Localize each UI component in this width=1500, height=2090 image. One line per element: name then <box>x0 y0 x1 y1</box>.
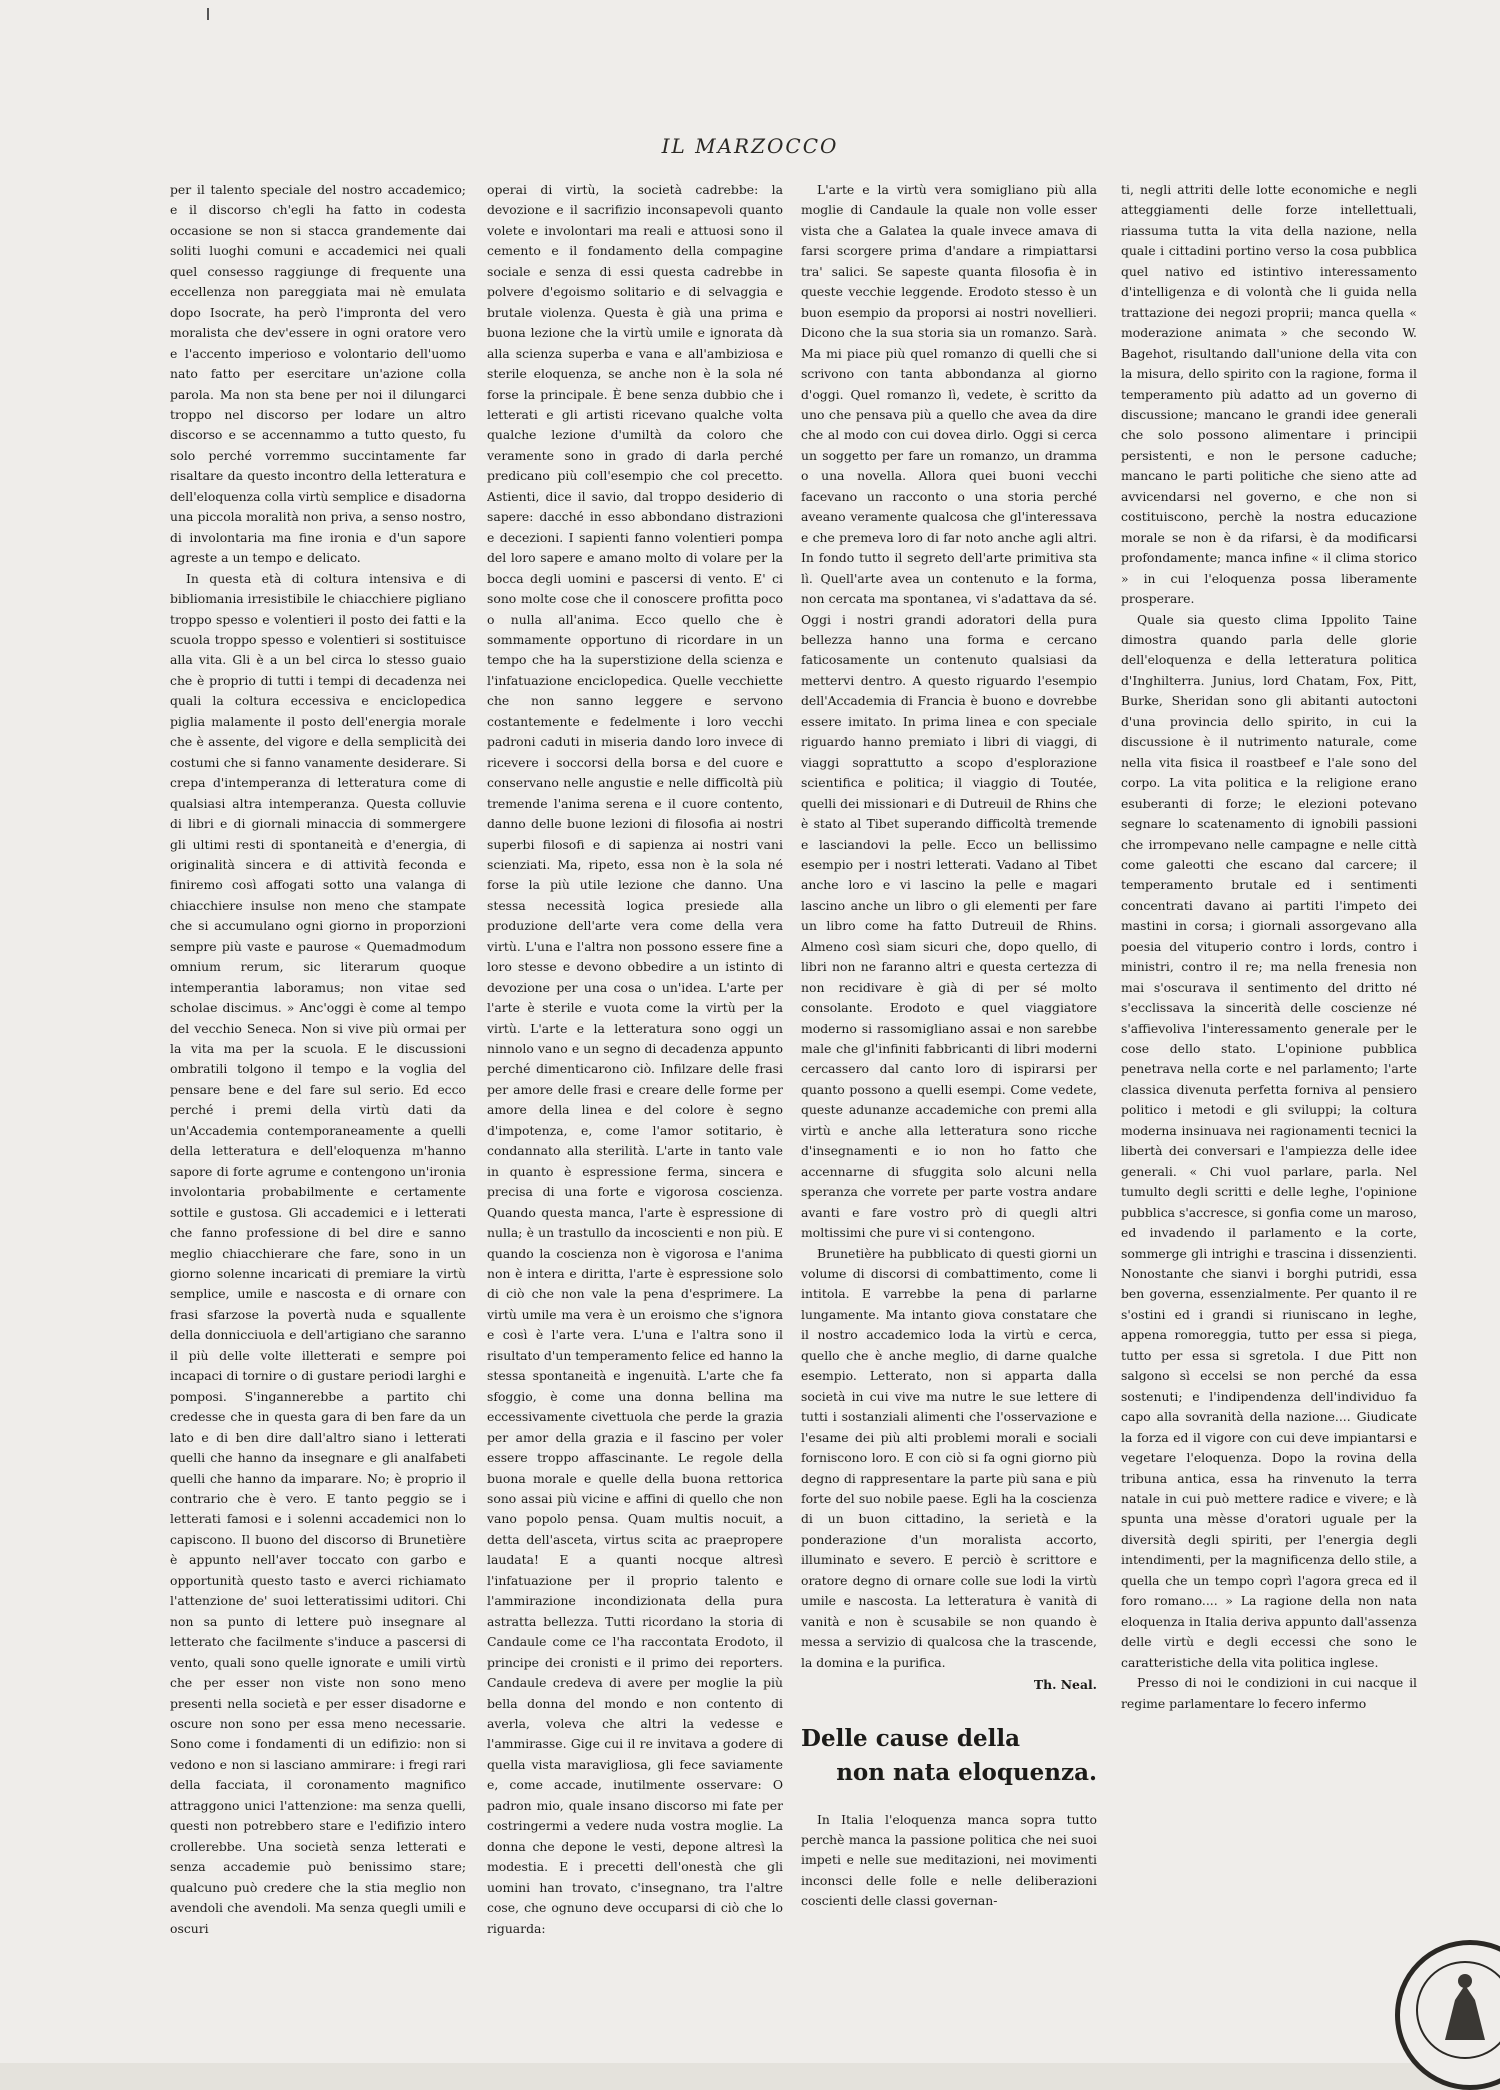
page-mark <box>207 8 209 20</box>
section-title-line-2: non nata eloquenza. <box>836 1758 1097 1786</box>
paragraph: L'arte e la virtù vera somigliano più alla moglie di Candaule la quale non volle esser vista che a Galatea la quale invece amava di farsi scorgere prima d'andare a rimpiattarsi tra' salici. Se sapeste quanta filosofia è in queste vecchie leggende. Erodoto stesso è un buon esempio da proporsi ai nostri novellieri. Dicono che la sua storia sia un romanzo. Sarà. Ma mi piace più quel romanzo di quelli che si scrivono con tanta abbondanza al giorno d'oggi. Quel romanzo lì, vedete, è scritto da uno che pensava più a quello che avea da dire che al modo con cui dovea dirlo. Oggi si cerca un soggetto per fare un romanzo, un dramma o una novella. Allora quei buoni vecchi facevano un racconto o una storia perché aveano veramente qualcosa che gl'interessava e che premeva loro di far noto anche agli altri. In fondo tutto il segreto dell'arte primitiva sta lì. Quell'arte avea un contenuto e la forma, non cercata ma spontanea, vi s'adattava da sé. Oggi i nostri grandi adoratori della pura bellezza hanno una forma e cercano faticosamente un contenuto qualsiasi da mettervi dentro. A questo riguardo l'esempio dell'Accademia di Francia è buono e dovrebbe essere imitato. In prima linea e con speciale riguardo hanno premiato i libri di viaggi, di viaggi soprattutto a scopo d'esplorazione scientifica e politica; il viaggio di Toutée, quelli dei missionari e di Dutreuil de Rhins che è stato al Tibet superando difficoltà tremende e lasciandovi la pelle. Ecco un bellissimo esempio per i nostri letterati. Vadano al Tibet anche loro e vi lascino la pelle e magari lascino anche un libro o gli elementi per fare un libro come ha fatto Dutreuil de Rhins. Almeno così siam sicuri che, dopo quello, di libri non ne faranno altri e questa certezza di non recidivare è già di per sé molto consolante. Erodoto e quel viaggiatore moderno si rassomigliano assai e non sarebbe male che gl'infiniti fabbricanti di libri moderni cercassero dal canto loro di ispirarsi per quanto possono a quelli esempi. Come vedete, queste adunanze accademiche con premi alla virtù e anche alla letteratura sono ricche d'insegnamenti e io non ho fatto che accennarne di sfuggita solo alcuni nella speranza che vorrete per parte vostra andare avanti e fare vostro prò di quegli altri moltissimi che pure vi si contengono. <box>801 182 1097 1241</box>
paragraph: In questa età di coltura intensiva e di bibliomania irresistibile le chiacchiere pigliano troppo spesso e volentieri il posto dei fatti e la scuola troppo spesso e volentieri si sostituisce alla vita. Gli è a un bel circa lo stesso guaio che è proprio di tutti i tempi di decadenza nei quali la coltura eccessiva e enciclopedica piglia malamente il posto dell'energia morale che è assente, del vigore e della semplicità dei costumi che si fanno vanamente desiderare. Si crepa d'intemperanza di letteratura come di qualsiasi altra intemperanza. Questa colluvie di libri e di giornali minaccia di sommergere gli ultimi resti di spontaneità e d'energia, di originalità sincera e di attività feconda e finiremo così affogati sotto una valanga di chiacchiere insulse non meno che stampate che si accumulano ogni giorno in proporzioni sempre più vaste e paurose « Quemadmodum omnium rerum, sic literarum quoque intemperantia laboramus; non vitae sed scholae discimus. » Anc'oggi è come al tempo del vecchio Seneca. Non si vive più ormai per la vita ma per la scuola. E le discussioni ombratili tolgono il tempo e la voglia del pensare bene e del fare sul serio. Ed ecco perché i premi della virtù dati da un'Accademia contemporaneamente a quelli della letteratura e dell'eloquenza m'hanno sapore di forte agrume e contengono un'ironia involontaria probabilmente e certamente sottile e gustosa. Gli accademici e i letterati che fanno professione di bel dire e sanno meglio chiacchierare che fare, sono in un giorno solenne incaricati di premiare la virtù semplice, umile e nascosta e di ornare con frasi sfarzose la povertà nuda e squallente della donnicciuola e dell'artigiano che saranno il più delle volte illetterati e sempre poi incapaci di tornire o di gustare periodi larghi e pomposi. S'ingannerebbe a partito chi credesse che in questa gara di ben fare da un lato e di ben dire dall'altro siano i letterati quelli che hanno da insegnare e gli analfabeti quelli che hanno da imparare. No; è proprio il contrario che è vero. E tanto peggio se i letterati famosi e i solenni accademici non lo capiscono. Il buono del discorso di Brunetière è appunto nell'aver toccato con garbo e opportunità questo tasto e averci richiamato l'attenzione de' suoi letteratissimi uditori. Chi non sa punto di lettere può insegnare al letterato che facilmente s'induce a pascersi di vento, quali sono quelle ignorate e umili virtù che per esser non viste non sono meno presenti nella società e per esser disadorne e oscure non sono per essa meno necessarie. Sono come i fondamenti di un edifizio: non si vedono e non si lasciano ammirare: i fregi rari della facciata, il coronamento magnifico attraggono unici l'attenzione: ma senza quelli, questi non potrebbero stare e l'edifizio intero crollerebbe. Una società senza letterati e senza accademie può benissimo stare; qualcuno può credere che la stia meglio non avendoli che avendoli. Ma senza quegli umili e oscuri <box>170 570 466 1936</box>
paragraph: operai di virtù, la società cadrebbe: la devozione e il sacrifizio inconsapevoli quanto volete e involontari ma reali e attuosi sono il cemento e il fondamento della compagine sociale e senza di essi questa cadrebbe in polvere d'egoismo solitario e di selvaggia e brutale violenza. Questa è già una prima e buona lezione che la virtù umile e ignorata dà alla scienza superba e vana e all'ambiziosa e sterile eloquenza, se anche non è la sola né forse la principale. È bene senza dubbio che i letterati e gli artisti ricevano qualche volta qualche lezione d'umiltà da coloro che veramente sono in grado di darla perché predicano più coll'esempio che col precetto. Astienti, dice il savio, dal troppo desiderio di sapere: dacché in esso abbondano distrazioni e decezioni. I sapienti fanno volentieri pompa del loro sapere e amano molto di volare per la bocca degli uomini e pascersi di vento. E' ci sono molte cose che il conoscere profitta poco o nulla all'anima. Ecco quello che è sommamente opportuno di ricordare in un tempo che ha la superstizione della scienza e l'infatuazione enciclopedica. Quelle vecchiette che non sanno leggere e servono costantemente e fedelmente i loro vecchi padroni caduti in miseria dando loro invece di ricevere i soccorsi della borsa e del cuore e conservano nelle angustie e nelle difficoltà più tremende l'anima serena e il cuore contento, danno delle buone lezioni di filosofia ai nostri superbi filosofi e di sapienza ai nostri vani scienziati. Ma, ripeto, essa non è la sola né forse la più utile lezione che danno. Una stessa necessità logica presiede alla produzione dell'arte vera come della vera virtù. L'una e l'altra non possono essere fine a loro stesse e devono obbedire a un istinto di devozione per una cosa o un'idea. L'arte per l'arte è sterile e vuota come la virtù per la virtù. L'arte e la letteratura sono oggi un ninnolo vano e un segno di decadenza appunto perché dimenticarono ciò. Infilzare delle frasi per amore delle frasi e creare delle forme per amore della linea e del colore è segno d'impotenza, e, come l'amor sotitario, è condannato alla sterilità. L'arte in tanto vale in quanto è espressione ferma, sincera e precisa di una forte e vigorosa coscienza. Quando questa manca, l'arte è espressione di nulla; è un trastullo da incoscienti e non più. E quando la coscienza non è vigorosa e l'anima non è intera e diritta, l'arte è espressione solo di ciò che non vale la pena d'esprimere. La virtù umile ma vera è un eroismo che s'ignora e così è l'arte vera. L'una e l'altra sono il risultato d'un temperamento felice ed hanno la stessa spontaneità e ingenuità. L'arte che fa sfoggio, è come una donna bellina ma eccessivamente civettuola che perde la grazia per amor della grazia e il fascino per voler essere troppo affascinante. Le regole della buona morale e quelle della buona rettorica sono assai più vicine e affini di quello che non vano popolo pensa. Quam multis nocuit, a detta dell'asceta, virtus scita ac praepropere laudata! E a quanti nocque altresì l'infatuazione per il proprio talento e l'ammirazione incondizionata della pura astratta bellezza. Tutti ricordano la storia di Candaule come ce l'ha raccontata Erodoto, il principe dei cronisti e il primo dei reporters. Candaule credeva di avere per moglie la più bella donna del mondo e non contento di averla, voleva che altri la vedesse e l'ammirasse. Gige cui il re invitava a godere di quella vista maravigliosa, gli fece saviamente e, come accade, inutilmente osservare: O padron mio, quale insano discorso mi fate per costringermi a vedere nuda vostra moglie. La donna che depone le vesti, depone altresì la modestia. E i precetti dell'onestà che gli uomini han trovato, c'insegnano, tra l'altre cose, che ognuno deve occuparsi di ciò che lo riguarda: <box>487 182 783 1936</box>
paragraph: per il talento speciale del nostro accademico; e il discorso ch'egli ha fatto in codesta occasione se non si stacca grandemente dai soliti luoghi comuni e accademici nei quali quel consesso raggiunge di frequente una eccellenza non pareggiata mai nè emulata dopo Isocrate, ha però l'impronta del vero moralista che dev'essere in ogni oratore vero e l'accento imperioso e volontario dell'uomo nato fatto per esercitare un'azione colla parola. Ma non sta bene per noi il dilungarci troppo nel discorso per lodare un altro discorso e se accennammo a tutto questo, fu solo perché vorremmo succintamente far risaltare da questo incontro della letteratura e dell'eloquenza colla virtù semplice e disadorna una piccola moralità non priva, a senso nostro, di involontaria ma fine ironia e d'un sapore agreste a un tempo e delicato. <box>170 182 466 566</box>
column-3 <box>801 180 1097 1960</box>
column-4 <box>1121 180 1417 1960</box>
column-2 <box>487 180 783 1960</box>
paragraph: Brunetière ha pubblicato di questi giorni un volume di discorsi di combattimento, come li intitola. E varrebbe la pena di parlarne lungamente. Ma intanto giova constatare che il nostro accademico loda la virtù e cerca, quello che è anche meglio, di darne qualche esempio. Letterato, non si apparta dalla società in cui vive ma nutre le sue lettere di tutti i sostanziali alimenti che l'osservazione e l'esame dei più alti problemi morali e sociali forniscono loro. E con ciò si fa ogni giorno più degno di rappresentare la parte più sana e più forte del suo nobile paese. Egli ha la coscienza di un buon cittadino, la serietà e la ponderazione d'un moralista accorto, illuminato e severo. E perciò è scrittore e oratore degno di ornare colle sue lodi la virtù umile e nascosta. La letteratura è vanità di vanità e non è scusabile se non quando è messa a servizio di qualcosa che la trascende, la domina e la purifica. <box>801 1245 1097 1670</box>
paragraph: ti, negli attriti delle lotte economiche e negli atteggiamenti delle forze intellettuali, riassuma tutta la vita della nazione, nella quale i cittadini portino verso la cosa pubblica quel nativo ed istintivo interessamento d'intelligenza e di volontà che li guida nella trattazione dei negozi proprii; manca quella « moderazione animata » che secondo W. Bagehot, risultando dall'unione della vita con la misura, dello spirito con la ragione, forma il temperamento più adatto ad un governo di discussione; mancano le grandi idee generali che solo possono alimentare i principii persistenti, e non le persone caduche; mancano le parti politiche che sieno atte ad avvicendarsi nel governo, e che non si costituiscono, perchè la nostra educazione morale se non è da rifarsi, è da modificarsi profondamente; manca infine « il clima storico » in cui l'eloquenza possa liberamente prosperare. <box>1121 182 1417 607</box>
library-stamp-icon <box>1395 1940 1500 2090</box>
section-intro: In Italia l'eloquenza manca sopra tutto perchè manca la passione politica che nei suoi impeti e nelle sue meditazioni, nei movimenti inconsci delle folle e nelle deliberazioni coscienti delle classi governan- <box>801 1811 1097 1909</box>
column-1 <box>170 180 466 1960</box>
paragraph: Presso di noi le condizioni in cui nacque il regime parlamentare lo fecero infermo <box>1121 1675 1417 1711</box>
page-header: IL MARZOCCO <box>661 134 839 158</box>
section-title-line-1: Delle cause della <box>801 1724 1021 1752</box>
paragraph: Quale sia questo clima Ippolito Taine dimostra quando parla delle glorie dell'eloquenza e della letteratura politica d'Inghilterra. Junius, lord Chatam, Fox, Pitt, Burke, Sheridan sono gli abitanti autoctoni d'una provincia dello spirito, in cui la discussione è il nutrimento naturale, come nella vita fisica il roastbeef e l'ale sono del corpo. La vita politica e la religione erano esuberanti di forze; le elezioni potevano segnare lo scatenamento di ignobili passioni che irrompevano nelle campagne e nelle città come galeotti che escano dal carcere; il temperamento brutale ed i sentimenti concentrati davano ai partiti l'impeto dei mastini in corsa; i giornali assorgevano alla poesia del vituperio contro i lords, contro i ministri, contro il re; ma nella frenesia non mai s'oscurava il sentimento del dritto né s'ecclissava la sincerità delle coscienze né s'affievoliva l'interessamento generale per le cose dello stato. L'opinione pubblica penetrava nella corte e nel parlamento; l'arte classica divenuta perfetta forniva al pensiero politico i metodi e gli sviluppi; la coltura moderna insinuava nei ragionamenti tecnici la libertà dei conversari e l'ampiezza delle idee generali. « Chi vuol parlare, parla. Nel tumulto degli scritti e delle leghe, l'opinione pubblica s'accresce, si gonfia come un maroso, ed invadendo il parlamento e la corte, sommerge gli intrighi e trascina i dissenzienti. Nonostante che sianvi i borghi putridi, essa ben governa, essenzialmente. Per quanto il re s'ostini ed i grandi si riuniscano in leghe, appena romoreggia, tutto per essa si piega, tutto per essa si sgretola. I due Pitt non salgono sì eccelsi se non perché da essa sostenuti; e l'indipendenza dell'individuo fa capo alla sovranità della nazione.... Giudicate la forza ed il vigore con cui deve impiantarsi e vegetare l'eloquenza. Dopo la rovina della tribuna antica, essa ha rinvenuto la terra natale in cui può mettere radice e vivere; e là spunta una mèsse d'oratori uguale per la diversità degli spiriti, per l'energia degli intendimenti, per la magnificenza dello stile, a quella che un tempo coprì l'agora greca ed il foro romano.... » La ragione della non nata eloquenza in Italia deriva appunto dall'assenza delle virtù e degli eccessi che sono le caratteristiche della vita politica inglese. <box>1121 611 1417 1670</box>
article-signature: Th. Neal. <box>1033 1677 1097 1693</box>
section-title <box>801 1722 1097 1790</box>
